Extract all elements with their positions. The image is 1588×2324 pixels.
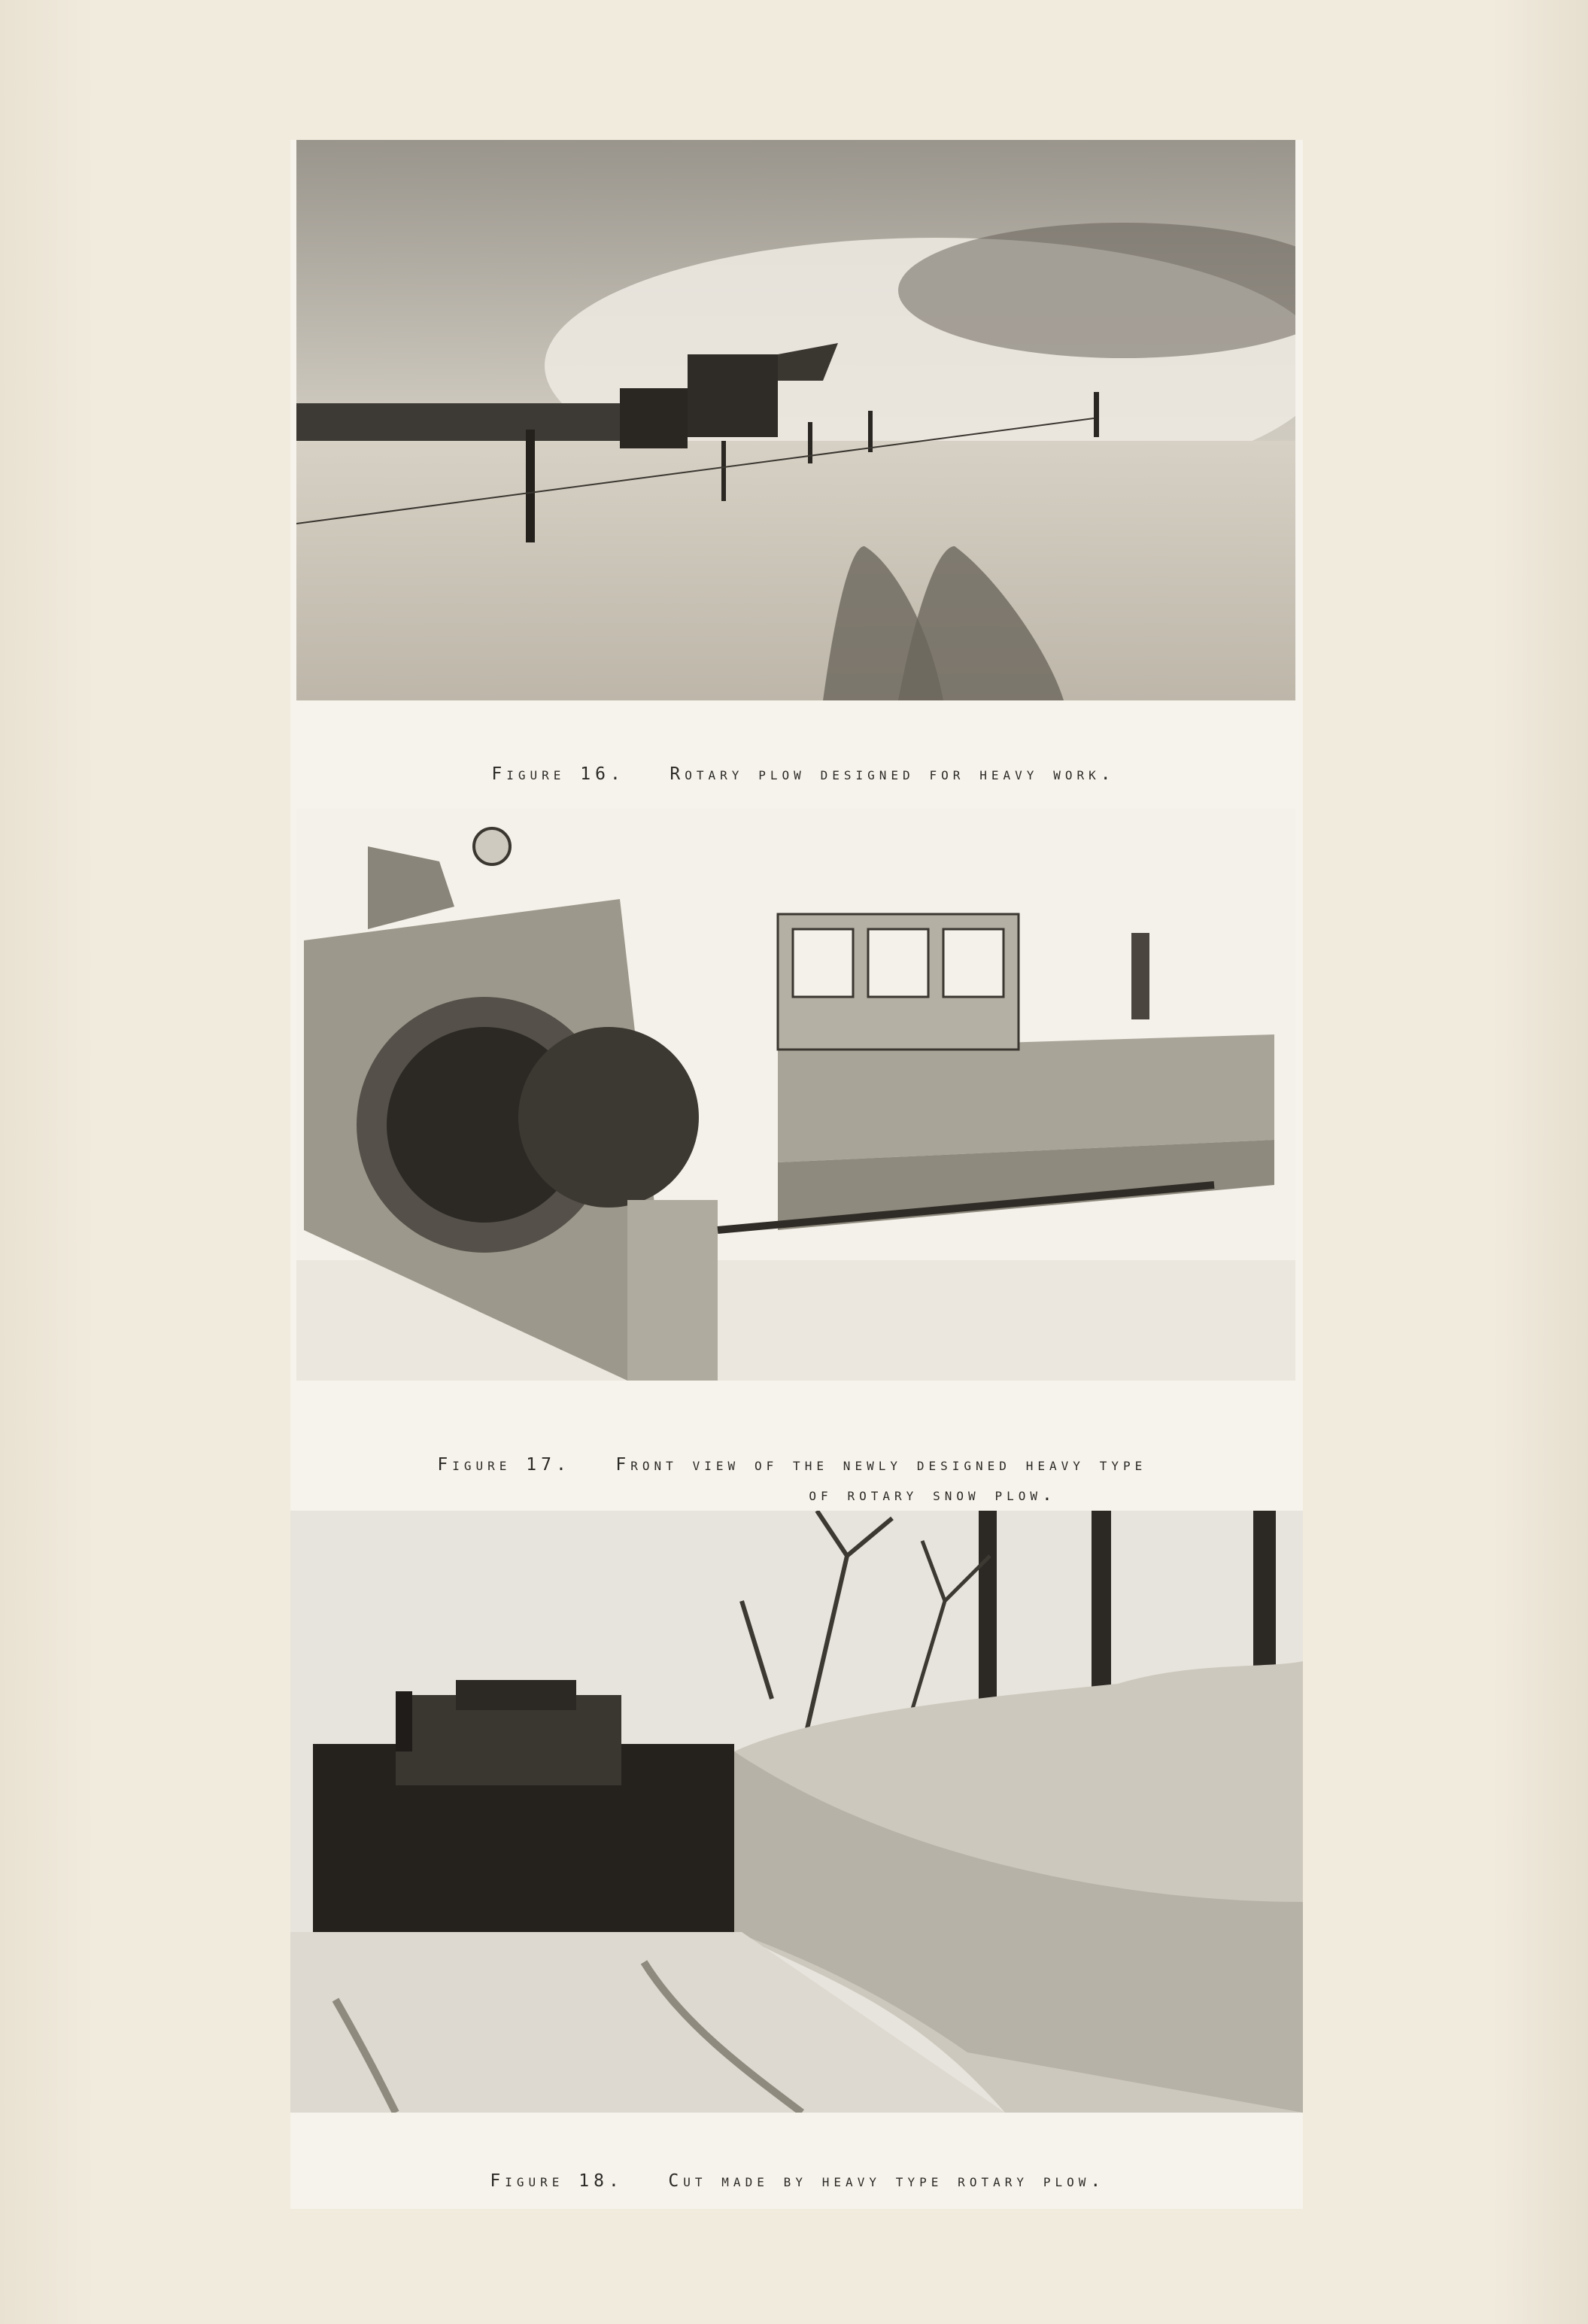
figure-18-number: Figure 18. <box>490 2171 624 2191</box>
figure-16-photo <box>296 140 1295 700</box>
figure-17-caption-text: Front view of the newly designed heavy type <box>615 1455 1147 1475</box>
figure-17-number: Figure 17. <box>437 1455 571 1475</box>
figure-17-photo <box>296 809 1295 1381</box>
figure-18-photo <box>290 1511 1303 2113</box>
figure-16-caption <box>432 745 1116 804</box>
figure-16-caption-text: Rotary plow designed for heavy work. <box>670 764 1116 784</box>
figure-18-caption <box>430 2152 1105 2210</box>
figure-16-number: Figure 16. <box>491 764 625 784</box>
figure-17-caption-text-2: of rotary snow plow. <box>809 1485 1057 1505</box>
figure-18-caption-text: Cut made by heavy type rotary plow. <box>668 2171 1106 2191</box>
